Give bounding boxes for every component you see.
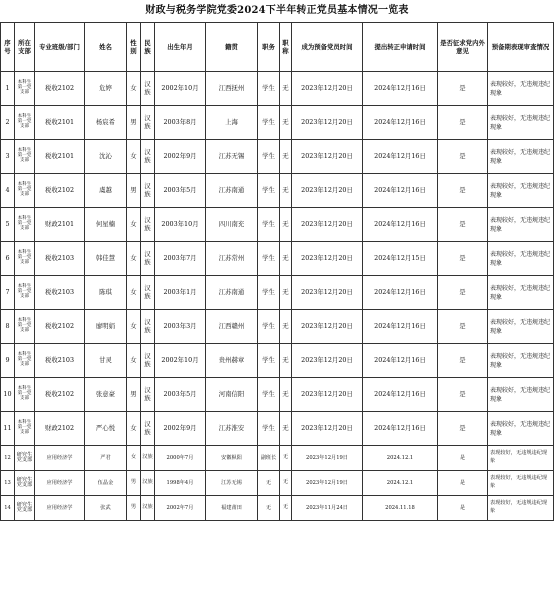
table-row [1, 496, 554, 521]
cell-name: 虞越 [85, 174, 127, 208]
cell-class: 税收2101 [35, 106, 85, 140]
cell-no: 7 [1, 276, 15, 310]
cell-ethnicity: 汉族 [141, 140, 155, 174]
cell-birth: 2003年5月 [155, 174, 206, 208]
cell-gender: 女 [127, 310, 141, 344]
cell-no: 1 [1, 72, 15, 106]
cell-name: 韩佳慧 [85, 242, 127, 276]
cell-name: 张武 [85, 496, 127, 521]
members-table [0, 22, 554, 521]
cell-birth: 2003年10月 [155, 208, 206, 242]
table-row [1, 344, 554, 378]
cell-ethnicity: 汉族 [141, 106, 155, 140]
cell-birth: 2002年9月 [155, 412, 206, 446]
cell-prep-date: 2023年12月20日 [292, 242, 363, 276]
cell-apply-date: 2024年12月16日 [363, 310, 438, 344]
cell-position: 学生 [258, 140, 280, 174]
cell-gender: 女 [127, 412, 141, 446]
cell-origin: 江苏无锡 [206, 471, 258, 496]
cell-consulted: 是 [438, 72, 488, 106]
cell-gender: 女 [127, 208, 141, 242]
cell-review: 表现较好，无违规违纪现象 [488, 471, 554, 496]
header-branch: 所在支部 [15, 23, 35, 72]
cell-class: 税收2103 [35, 344, 85, 378]
cell-branch: 本科生第一党支部 [15, 276, 35, 310]
cell-title-rank: 无 [280, 446, 292, 471]
cell-review: 表现较好，无违规违纪现象 [488, 378, 554, 412]
cell-gender: 男 [127, 174, 141, 208]
cell-birth: 2003年1月 [155, 276, 206, 310]
cell-birth: 2003年3月 [155, 310, 206, 344]
table-row [1, 378, 554, 412]
cell-branch: 本科生第一党支部 [15, 140, 35, 174]
cell-prep-date: 2023年12月20日 [292, 208, 363, 242]
cell-branch: 本科生第一党支部 [15, 310, 35, 344]
table-row [1, 242, 554, 276]
cell-apply-date: 2024年12月16日 [363, 208, 438, 242]
cell-branch: 研究生党支部 [15, 471, 35, 496]
cell-review: 表现较好，无违规违纪现象 [488, 174, 554, 208]
cell-class: 税收2101 [35, 140, 85, 174]
header-birth: 出生年月 [155, 23, 206, 72]
cell-apply-date: 2024年12月16日 [363, 72, 438, 106]
cell-origin: 江西赣州 [206, 310, 258, 344]
cell-apply-date: 2024年12月16日 [363, 276, 438, 310]
cell-consulted: 是 [438, 412, 488, 446]
cell-no: 13 [1, 471, 15, 496]
cell-origin: 江苏南通 [206, 276, 258, 310]
cell-origin: 贵州赫章 [206, 344, 258, 378]
header-no: 序号 [1, 23, 15, 72]
header-apply-date: 提出转正申请时间 [363, 23, 438, 72]
cell-no: 2 [1, 106, 15, 140]
cell-class: 税收2102 [35, 174, 85, 208]
table-row [1, 106, 554, 140]
cell-title-rank: 无 [280, 174, 292, 208]
cell-origin: 江苏淮安 [206, 412, 258, 446]
cell-consulted: 是 [438, 471, 488, 496]
cell-name: 严君 [85, 446, 127, 471]
cell-ethnicity: 汉族 [141, 471, 155, 496]
cell-position: 学生 [258, 242, 280, 276]
header-position: 职务 [258, 23, 280, 72]
cell-no: 5 [1, 208, 15, 242]
cell-apply-date: 2024年12月16日 [363, 378, 438, 412]
cell-consulted: 是 [438, 496, 488, 521]
cell-class: 税收2103 [35, 242, 85, 276]
cell-prep-date: 2023年12月20日 [292, 344, 363, 378]
cell-position: 学生 [258, 276, 280, 310]
cell-position: 学生 [258, 72, 280, 106]
cell-branch: 本科生第一党支部 [15, 242, 35, 276]
table-body [1, 72, 554, 521]
table-row [1, 446, 554, 471]
cell-origin: 江苏无锡 [206, 140, 258, 174]
cell-ethnicity: 汉族 [141, 378, 155, 412]
cell-birth: 2002年10月 [155, 344, 206, 378]
cell-title-rank: 无 [280, 496, 292, 521]
cell-class: 财政2101 [35, 208, 85, 242]
cell-position: 无 [258, 496, 280, 521]
cell-birth: 2002年7月 [155, 496, 206, 521]
cell-branch: 本科生第一党支部 [15, 344, 35, 378]
cell-title-rank: 无 [280, 471, 292, 496]
cell-birth: 2003年7月 [155, 242, 206, 276]
cell-no: 6 [1, 242, 15, 276]
cell-gender: 女 [127, 72, 141, 106]
cell-name: 伍晶金 [85, 471, 127, 496]
cell-prep-date: 2023年12月19日 [292, 446, 363, 471]
cell-gender: 女 [127, 276, 141, 310]
cell-birth: 2002年9月 [155, 140, 206, 174]
cell-birth: 2003年8月 [155, 106, 206, 140]
cell-prep-date: 2023年11月24日 [292, 496, 363, 521]
cell-gender: 男 [127, 471, 141, 496]
cell-name: 何星楠 [85, 208, 127, 242]
cell-birth: 2002年10月 [155, 72, 206, 106]
cell-apply-date: 2024年12月15日 [363, 242, 438, 276]
cell-consulted: 是 [438, 140, 488, 174]
header-title-rank: 职称 [280, 23, 292, 72]
header-origin: 籍贯 [206, 23, 258, 72]
cell-gender: 男 [127, 496, 141, 521]
header-gender: 性别 [127, 23, 141, 72]
cell-birth: 2000年7月 [155, 446, 206, 471]
cell-gender: 男 [127, 106, 141, 140]
cell-gender: 女 [127, 140, 141, 174]
cell-name: 张意豪 [85, 378, 127, 412]
cell-ethnicity: 汉族 [141, 446, 155, 471]
cell-review: 表现较好，无违规违纪现象 [488, 344, 554, 378]
cell-apply-date: 2024.12.1 [363, 446, 438, 471]
cell-consulted: 是 [438, 276, 488, 310]
cell-name: 杨宸希 [85, 106, 127, 140]
cell-apply-date: 2024.12.1 [363, 471, 438, 496]
cell-gender: 女 [127, 242, 141, 276]
cell-branch: 研究生党支部 [15, 496, 35, 521]
cell-no: 9 [1, 344, 15, 378]
cell-title-rank: 无 [280, 208, 292, 242]
cell-title-rank: 无 [280, 140, 292, 174]
cell-position: 学生 [258, 174, 280, 208]
cell-review: 表现较好，无违规违纪现象 [488, 496, 554, 521]
cell-review: 表现较好，无违规违纪现象 [488, 242, 554, 276]
cell-origin: 安徽枞阳 [206, 446, 258, 471]
table-row [1, 276, 554, 310]
cell-position: 副班长 [258, 446, 280, 471]
cell-branch: 本科生第一党支部 [15, 72, 35, 106]
cell-class: 税收2102 [35, 378, 85, 412]
cell-no: 3 [1, 140, 15, 174]
cell-ethnicity: 汉族 [141, 72, 155, 106]
cell-consulted: 是 [438, 446, 488, 471]
header-review: 预备期表现审查情况 [488, 23, 554, 72]
cell-title-rank: 无 [280, 276, 292, 310]
cell-class: 税收2103 [35, 276, 85, 310]
cell-origin: 江苏常州 [206, 242, 258, 276]
cell-position: 学生 [258, 344, 280, 378]
cell-name: 甘灵 [85, 344, 127, 378]
table-row [1, 140, 554, 174]
cell-apply-date: 2024.11.18 [363, 496, 438, 521]
cell-prep-date: 2023年12月20日 [292, 412, 363, 446]
cell-name: 廖明娟 [85, 310, 127, 344]
header-name: 姓名 [85, 23, 127, 72]
cell-consulted: 是 [438, 344, 488, 378]
cell-ethnicity: 汉族 [141, 208, 155, 242]
table-header-row [1, 23, 554, 72]
header-prep-date: 成为预备党员时间 [292, 23, 363, 72]
cell-title-rank: 无 [280, 106, 292, 140]
cell-ethnicity: 汉族 [141, 276, 155, 310]
cell-gender: 女 [127, 446, 141, 471]
document-title: 财政与税务学院党委2024下半年转正党员基本情况一览表 [145, 5, 409, 16]
cell-consulted: 是 [438, 242, 488, 276]
cell-position: 学生 [258, 378, 280, 412]
cell-prep-date: 2023年12月20日 [292, 106, 363, 140]
table-row [1, 310, 554, 344]
cell-name: 严心悦 [85, 412, 127, 446]
cell-branch: 本科生第一党支部 [15, 378, 35, 412]
cell-review: 表现较好，无违规违纪现象 [488, 106, 554, 140]
cell-consulted: 是 [438, 378, 488, 412]
cell-title-rank: 无 [280, 72, 292, 106]
cell-class: 财政2102 [35, 412, 85, 446]
table-row [1, 72, 554, 106]
cell-title-rank: 无 [280, 344, 292, 378]
cell-consulted: 是 [438, 208, 488, 242]
cell-review: 表现较好，无违规违纪现象 [488, 276, 554, 310]
table-row [1, 174, 554, 208]
cell-prep-date: 2023年12月20日 [292, 310, 363, 344]
cell-class: 应用经济学 [35, 496, 85, 521]
table-row [1, 208, 554, 242]
cell-prep-date: 2023年12月19日 [292, 471, 363, 496]
cell-review: 表现较好，无违规违纪现象 [488, 446, 554, 471]
cell-title-rank: 无 [280, 378, 292, 412]
cell-ethnicity: 汉族 [141, 412, 155, 446]
cell-class: 税收2102 [35, 310, 85, 344]
cell-position: 学生 [258, 208, 280, 242]
cell-no: 8 [1, 310, 15, 344]
cell-position: 学生 [258, 106, 280, 140]
cell-class: 税收2102 [35, 72, 85, 106]
cell-apply-date: 2024年12月16日 [363, 140, 438, 174]
cell-origin: 江西抚州 [206, 72, 258, 106]
cell-birth: 1998年4月 [155, 471, 206, 496]
cell-origin: 河南信阳 [206, 378, 258, 412]
cell-title-rank: 无 [280, 242, 292, 276]
cell-prep-date: 2023年12月20日 [292, 378, 363, 412]
cell-position: 无 [258, 471, 280, 496]
cell-origin: 福建莆田 [206, 496, 258, 521]
cell-gender: 男 [127, 378, 141, 412]
header-ethnicity: 民族 [141, 23, 155, 72]
cell-ethnicity: 汉族 [141, 344, 155, 378]
header-class: 专业班级/部门 [35, 23, 85, 72]
cell-title-rank: 无 [280, 310, 292, 344]
cell-review: 表现较好，无违规违纪现象 [488, 412, 554, 446]
cell-gender: 女 [127, 344, 141, 378]
cell-apply-date: 2024年12月16日 [363, 344, 438, 378]
cell-birth: 2003年5月 [155, 378, 206, 412]
cell-origin: 四川南充 [206, 208, 258, 242]
cell-no: 10 [1, 378, 15, 412]
cell-class: 应用经济学 [35, 446, 85, 471]
cell-apply-date: 2024年12月16日 [363, 174, 438, 208]
cell-origin: 江苏南通 [206, 174, 258, 208]
cell-prep-date: 2023年12月20日 [292, 140, 363, 174]
cell-prep-date: 2023年12月20日 [292, 72, 363, 106]
cell-ethnicity: 汉族 [141, 242, 155, 276]
cell-ethnicity: 汉族 [141, 496, 155, 521]
table-row [1, 471, 554, 496]
cell-name: 陈琪 [85, 276, 127, 310]
cell-ethnicity: 汉族 [141, 174, 155, 208]
cell-review: 表现较好，无违规违纪现象 [488, 72, 554, 106]
cell-review: 表现较好，无违规违纪现象 [488, 310, 554, 344]
cell-apply-date: 2024年12月16日 [363, 412, 438, 446]
cell-origin: 上海 [206, 106, 258, 140]
cell-class: 应用经济学 [35, 471, 85, 496]
cell-no: 14 [1, 496, 15, 521]
cell-consulted: 是 [438, 310, 488, 344]
cell-position: 学生 [258, 310, 280, 344]
cell-ethnicity: 汉族 [141, 310, 155, 344]
cell-name: 危婷 [85, 72, 127, 106]
cell-consulted: 是 [438, 174, 488, 208]
cell-branch: 研究生党支部 [15, 446, 35, 471]
cell-prep-date: 2023年12月20日 [292, 174, 363, 208]
cell-consulted: 是 [438, 106, 488, 140]
cell-review: 表现较好，无违规违纪现象 [488, 140, 554, 174]
cell-apply-date: 2024年12月16日 [363, 106, 438, 140]
cell-no: 11 [1, 412, 15, 446]
cell-no: 4 [1, 174, 15, 208]
cell-review: 表现较好，无违规违纪现象 [488, 208, 554, 242]
cell-branch: 本科生第一党支部 [15, 106, 35, 140]
cell-position: 学生 [258, 412, 280, 446]
cell-branch: 本科生第一党支部 [15, 412, 35, 446]
cell-prep-date: 2023年12月20日 [292, 276, 363, 310]
cell-title-rank: 无 [280, 412, 292, 446]
header-consulted: 是否征求党内外意见 [438, 23, 488, 72]
cell-name: 沈沁 [85, 140, 127, 174]
table-row [1, 412, 554, 446]
cell-branch: 本科生第一党支部 [15, 174, 35, 208]
cell-branch: 本科生第一党支部 [15, 208, 35, 242]
cell-no: 12 [1, 446, 15, 471]
